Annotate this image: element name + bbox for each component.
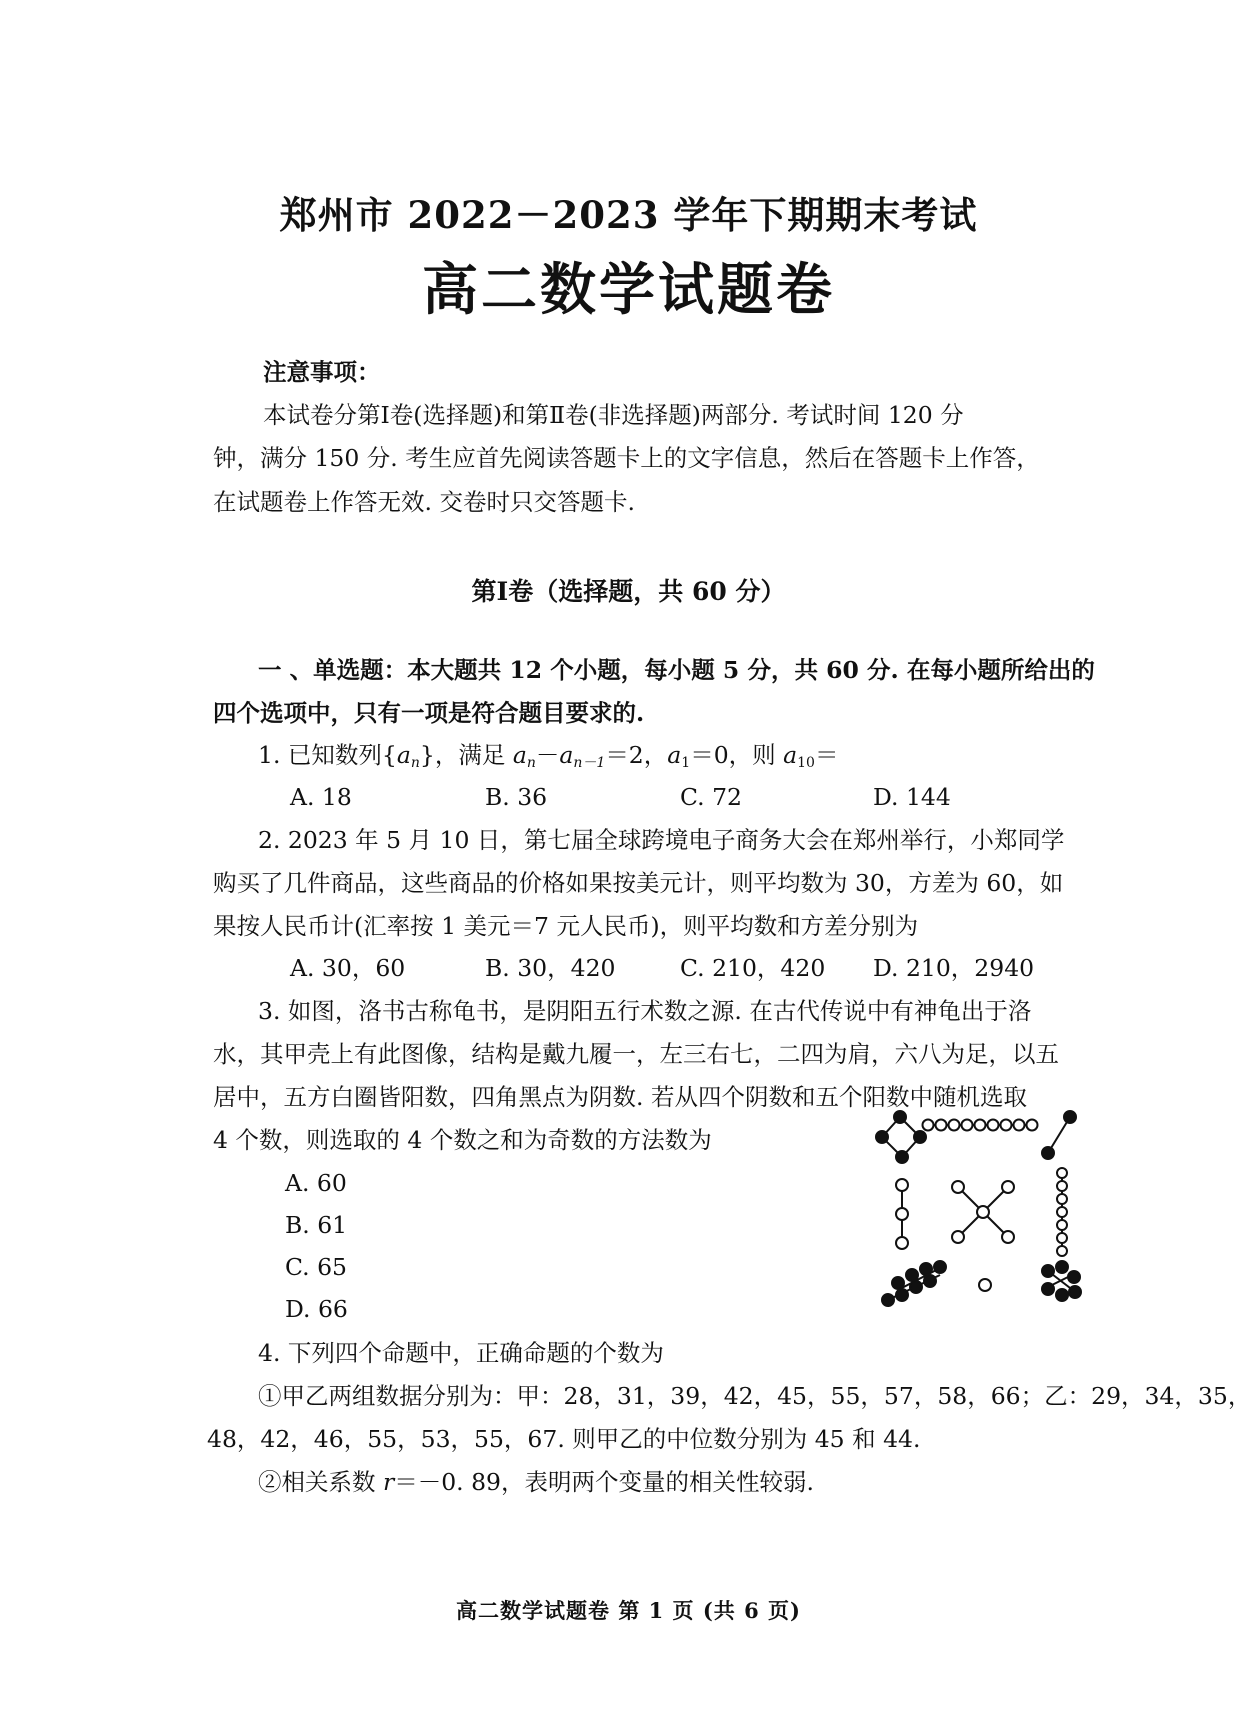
notice-heading: 注意事项： [263,358,381,386]
luoshu-six-black [1042,1261,1081,1301]
section-instructions: 四个选项中，只有一项是符合题目要求的. [213,699,645,727]
luoshu-five-white [952,1181,1014,1243]
question-2-stem: 购买了几件商品，这些商品的价格如果按美元计，则平均数为 30，方差为 60，如 [213,869,1064,897]
exam-title: 郑州市 2022－2023 学年下期期末考试 [279,193,978,237]
exam-subtitle: 高二数学试题卷 [422,257,835,323]
question-3-stem: 4 个数，则选取的 4 个数之和为奇数的方法数为 [213,1126,712,1154]
q3-option-d: D. 66 [285,1295,348,1323]
question-4-item-1: ①甲乙两组数据分别为：甲：28，31，39，42，45，55，57，58，66；乙：29，34，35， [258,1382,1252,1410]
q1-option-c: C. 72 [680,783,742,811]
q1-option-a: A. 18 [290,783,352,811]
page-footer: 高二数学试题卷 第 1 页 (共 6 页) [456,1598,801,1623]
luoshu-four-black [876,1111,926,1163]
luoshu-diagram [870,1095,1090,1325]
luoshu-one-white [979,1279,991,1291]
question-4-stem: 4. 下列四个命题中，正确命题的个数为 [258,1339,664,1367]
luoshu-seven-white [1057,1168,1067,1256]
q1-option-d: D. 144 [873,783,951,811]
question-3-stem: 居中，五方白圈皆阳数，四角黑点为阴数. 若从四个阴数和五个阳数中随机选取 [213,1083,1027,1111]
question-1-stem: 1. 已知数列$\{a_n\}$，满足 $a_n-a_{n-1}=2$，$a_1=0$，则 $a_{10}=$ [258,741,839,771]
q3-option-a: A. 60 [285,1169,347,1197]
question-4-item-2: ②相关系数 r＝－0. 89，表明两个变量的相关性较弱. [258,1468,814,1496]
q3-option-b: B. 61 [285,1211,348,1239]
section-instructions: 一 、单选题：本大题共 12 个小题，每小题 5 分，共 60 分. 在每小题所给出的 [258,656,1095,684]
luoshu-two-black [1042,1111,1076,1159]
question-2-stem: 2. 2023 年 5 月 10 日，第七届全球跨境电子商务大会在郑州举行，小郑同学 [258,826,1065,854]
q3-option-c: C. 65 [285,1253,347,1281]
question-3-stem: 水，其甲壳上有此图像，结构是戴九履一，左三右七，二四为肩，六八为足，以五 [213,1040,1059,1068]
question-2-stem: 果按人民币计(汇率按 1 美元＝7 元人民币)，则平均数和方差分别为 [213,912,919,940]
luoshu-nine-white [923,1120,1038,1131]
q2-option-a: A. 30，60 [290,954,406,982]
luoshu-eight-black [882,1261,946,1306]
section-title: 第Ⅰ卷（选择题，共 60 分） [471,577,786,606]
notice-line: 在试题卷上作答无效. 交卷时只交答题卡. [213,488,635,516]
question-3-stem: 3. 如图，洛书古称龟书，是阴阳五行术数之源. 在古代传说中有神龟出于洛 [258,997,1032,1025]
question-4-item-1: 48，42，46，55，53，55，67. 则甲乙的中位数分别为 45 和 44. [207,1425,921,1453]
notice-line: 钟，满分 150 分. 考生应首先阅读答题卡上的文字信息，然后在答题卡上作答， [213,444,1040,472]
q2-option-b: B. 30，420 [485,954,616,982]
q2-option-c: C. 210，420 [680,954,826,982]
luoshu-three-white [896,1179,908,1249]
q1-option-b: B. 36 [485,783,548,811]
q2-option-d: D. 210，2940 [873,954,1035,982]
notice-line: 本试卷分第Ⅰ卷(选择题)和第Ⅱ卷(非选择题)两部分. 考试时间 120 分 [263,401,964,429]
